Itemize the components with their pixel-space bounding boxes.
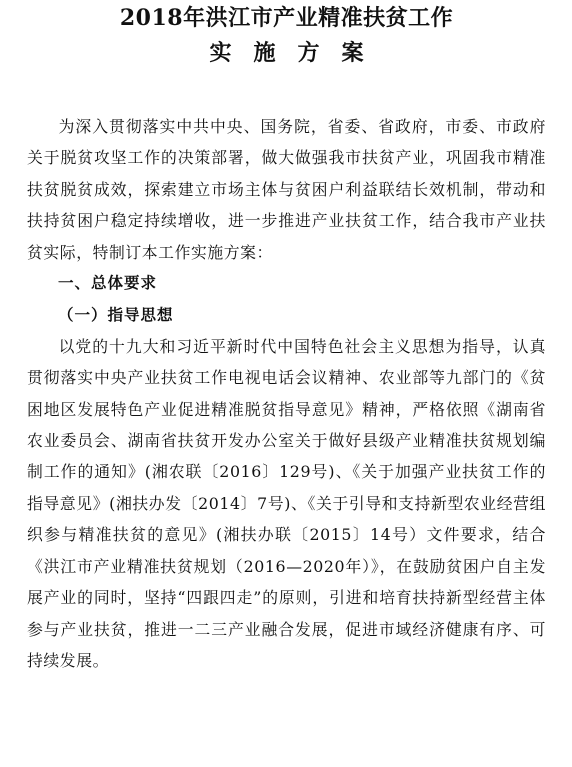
- intro-paragraph: 为深入贯彻落实中共中央、国务院，省委、省政府，市委、市政府关于脱贫攻坚工作的决策部署，做大做强我市扶贫产业，巩固我市精准扶贫脱贫成效，探索建立市场主体与贫困户利益联结长效机制，带动和扶持贫困户稳定持续增收，进一步推进产业扶贫工作，结合我市产业扶贫实际，特制订本工作实施方案：: [27, 117, 546, 262]
- subsection-heading-guiding-ideology: （一）指导思想: [58, 305, 174, 325]
- document-page: [27, 0, 546, 676]
- document-title-line-2: 实施方案: [209, 40, 386, 66]
- guiding-ideology-paragraph: 以党的十九大和习近平新时代中国特色社会主义思想为指导，认真贯彻落实中央产业扶贫工作电视电话会议精神、农业部等九部门的《贫困地区发展特色产业促进精准脱贫指导意见》精神，严格依照《湖南省农业委员会、湖南省扶贫开发办公室关于做好县级产业精准扶贫规划编制工作的通知》(湘农联〔2016〕129号)、《关于加强产业扶贫工作的指导意见》(湘扶办发〔2014〕7号)、《关于引导和支持新型农业经营组织参与精准扶贫的意见》(湘扶办联〔2015〕14号）文件要求，结合《洪江市产业精准扶贫规划（2016—2020年）》，在鼓励贫困户自主发展产业的同时，坚持“四跟四走”的原则，引进和培育扶持新型经营主体参与产业扶贫，推进一二三产业融合发展，促进市域经济健康有序、可持续发展。: [27, 336, 546, 670]
- document-title-line-1: 2018年洪江市产业精准扶贫工作: [119, 5, 454, 31]
- section-heading-general-requirements: 一、总体要求: [58, 274, 158, 293]
- title-spacing: [27, 74, 546, 111]
